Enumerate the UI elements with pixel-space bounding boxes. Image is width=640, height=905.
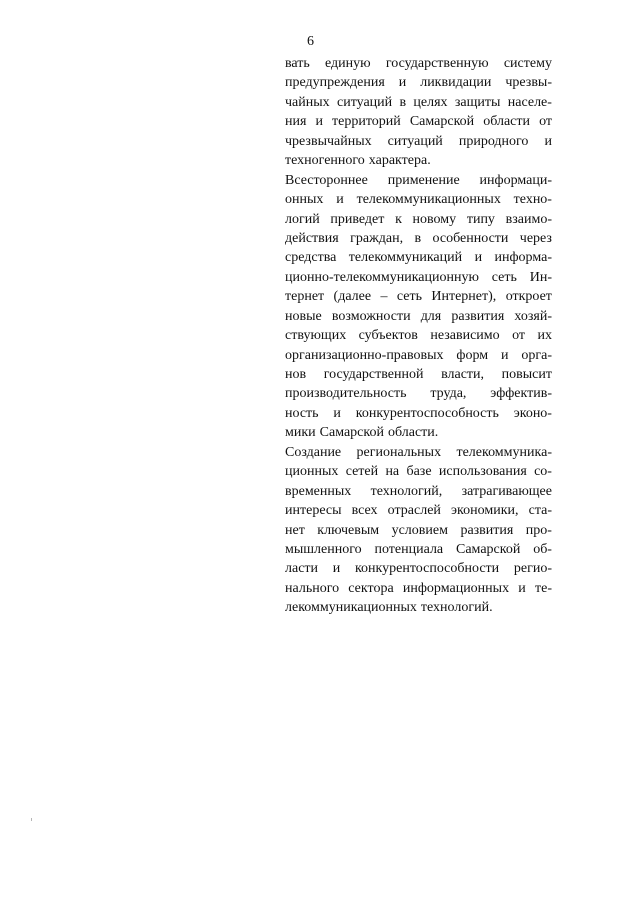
word: интересы (285, 503, 342, 519)
word: ключевым (317, 522, 380, 538)
word: нального (285, 580, 340, 596)
word: и (336, 192, 344, 208)
word: Ин- (529, 269, 552, 285)
word: ность (285, 405, 319, 421)
word: приведет (330, 211, 385, 227)
margin-mark (31, 818, 32, 821)
word: в (414, 230, 422, 246)
text-line (285, 307, 552, 326)
word: временных (285, 483, 352, 499)
word: территорий (332, 114, 401, 130)
word: ционно-телекоммуникационную (285, 269, 479, 285)
word: потенциала (374, 541, 444, 557)
word: эффектив- (490, 386, 552, 402)
paragraph (285, 54, 552, 171)
word: техногенного (285, 153, 365, 169)
text-line (285, 346, 552, 365)
word: повысит (501, 367, 552, 382)
text-line (285, 501, 552, 520)
text-line (285, 54, 552, 73)
text-line (285, 559, 552, 578)
word: систему (503, 56, 552, 71)
word: сеть (491, 269, 517, 285)
text-line (285, 482, 552, 501)
text-line (285, 287, 552, 306)
word: информа- (494, 250, 552, 266)
word: условием (391, 522, 448, 538)
word: конкурентоспособности (354, 561, 500, 577)
word: те- (534, 580, 552, 596)
word: телекоммуника- (456, 444, 552, 460)
word: Самарской (456, 541, 521, 557)
word: сектора (348, 580, 394, 596)
word: и (544, 133, 552, 149)
word: – (380, 289, 388, 305)
word: Всестороннее (285, 172, 368, 188)
word: (далее (333, 289, 372, 305)
word: их (537, 328, 552, 344)
word: нов (285, 367, 307, 382)
word: предупреждения (285, 75, 385, 91)
word: и (398, 75, 407, 91)
word: граждан, (350, 230, 404, 246)
text-line (285, 423, 552, 442)
body-text-column (285, 54, 552, 618)
text-line (285, 462, 552, 481)
word: природного (458, 133, 529, 149)
page-number: 6 (307, 34, 314, 49)
word: государственную (385, 56, 489, 71)
text-line (285, 93, 552, 112)
word: Интернет), (431, 289, 497, 305)
word: телекоммуникаций (348, 250, 463, 266)
word: сеть (396, 289, 422, 305)
word: регио- (513, 561, 552, 577)
word: чайных (285, 94, 330, 110)
text-line (285, 365, 552, 384)
word: технологий, (370, 483, 443, 499)
word: логий (285, 211, 320, 227)
text-line (285, 151, 552, 170)
text-line (285, 132, 552, 151)
word: от (539, 114, 552, 130)
word: применение (387, 172, 460, 188)
word: целях (413, 94, 448, 110)
word: хозяй- (514, 308, 552, 324)
word: об- (533, 541, 552, 557)
word: откроет (505, 289, 552, 305)
word: про- (525, 522, 552, 538)
word: эконо- (513, 405, 552, 421)
word: форм (456, 347, 489, 363)
word: на (385, 464, 400, 480)
word: мики (285, 425, 316, 441)
text-line (285, 248, 552, 267)
word: Создание (285, 444, 342, 460)
word: ласти (285, 561, 319, 577)
word: новому (412, 211, 457, 227)
word: от (512, 328, 526, 344)
paragraph (285, 443, 552, 618)
word: организационно-правовых (285, 347, 444, 363)
text-line (285, 326, 552, 345)
word: онных (285, 192, 324, 208)
word: всех (351, 503, 378, 519)
word: власти, (441, 367, 485, 382)
word: субъектов (358, 328, 418, 344)
word: через (519, 230, 552, 246)
word: средства (285, 250, 337, 266)
word: со- (534, 464, 552, 480)
text-line (285, 540, 552, 559)
word: Самарской (409, 114, 475, 130)
word: характера. (368, 153, 431, 169)
word: единую (325, 56, 371, 71)
word: возможности (331, 308, 411, 324)
word: региональных (356, 444, 442, 460)
word: ствующих (285, 328, 347, 344)
text-line (285, 210, 552, 229)
text-line (285, 171, 552, 190)
word: конкурентоспособность (355, 405, 499, 421)
word: для (420, 308, 442, 324)
text-line (285, 384, 552, 403)
word: новые (285, 308, 322, 324)
word: особенности (432, 230, 509, 246)
word: Самарской (319, 425, 384, 441)
word: телекоммуникационных (356, 192, 501, 208)
word: и (332, 561, 341, 577)
word: базе (406, 464, 432, 480)
word: тернет (285, 289, 325, 305)
text-line (285, 579, 552, 598)
text-line (285, 190, 552, 209)
word: орга- (521, 347, 552, 363)
word: сетей (345, 464, 379, 480)
word: ста- (528, 503, 552, 519)
word: информаци- (479, 172, 552, 188)
text-line (285, 443, 552, 462)
text-line (285, 521, 552, 540)
word: вать (285, 56, 310, 71)
word: лекоммуникационных (285, 600, 417, 616)
word: технологий. (420, 600, 493, 616)
word: экономики, (451, 503, 519, 519)
word: взаимо- (505, 211, 552, 227)
text-line (285, 73, 552, 92)
word: затрагивающее (461, 483, 552, 499)
word: в (399, 94, 407, 110)
word: защиты (454, 94, 501, 110)
word: и (333, 405, 341, 421)
word: труда, (430, 386, 467, 402)
word: типу (466, 211, 495, 227)
word: независимо (430, 328, 500, 344)
word: ликвидации (420, 75, 492, 91)
word: развития (460, 522, 514, 538)
word: мышленного (285, 541, 362, 557)
word: ционных (285, 464, 339, 480)
word: развития (451, 308, 505, 324)
text-line (285, 598, 552, 617)
word: области (483, 114, 531, 130)
word: и (501, 347, 509, 363)
word: государственной (323, 367, 424, 382)
word: использования (438, 464, 527, 480)
word: и (518, 580, 526, 596)
text-line (285, 112, 552, 131)
word: ситуаций (336, 94, 393, 110)
word: населе- (507, 94, 552, 110)
word: нет (285, 522, 305, 538)
word: ситуаций (387, 133, 443, 149)
word: чрезвычайных (285, 133, 372, 149)
word: техно- (513, 192, 552, 208)
word: чрезвы- (505, 75, 552, 91)
paragraph (285, 171, 552, 443)
word: и (315, 114, 323, 130)
word: и (474, 250, 483, 266)
word: отраслей (387, 503, 441, 519)
text-line (285, 229, 552, 248)
text-line (285, 268, 552, 287)
text-line (285, 404, 552, 423)
word: ния (285, 114, 307, 130)
word: информационных (402, 580, 510, 596)
word: действия (285, 230, 339, 246)
word: области. (387, 425, 439, 441)
word: производительность (285, 386, 407, 402)
word: к (395, 211, 402, 227)
